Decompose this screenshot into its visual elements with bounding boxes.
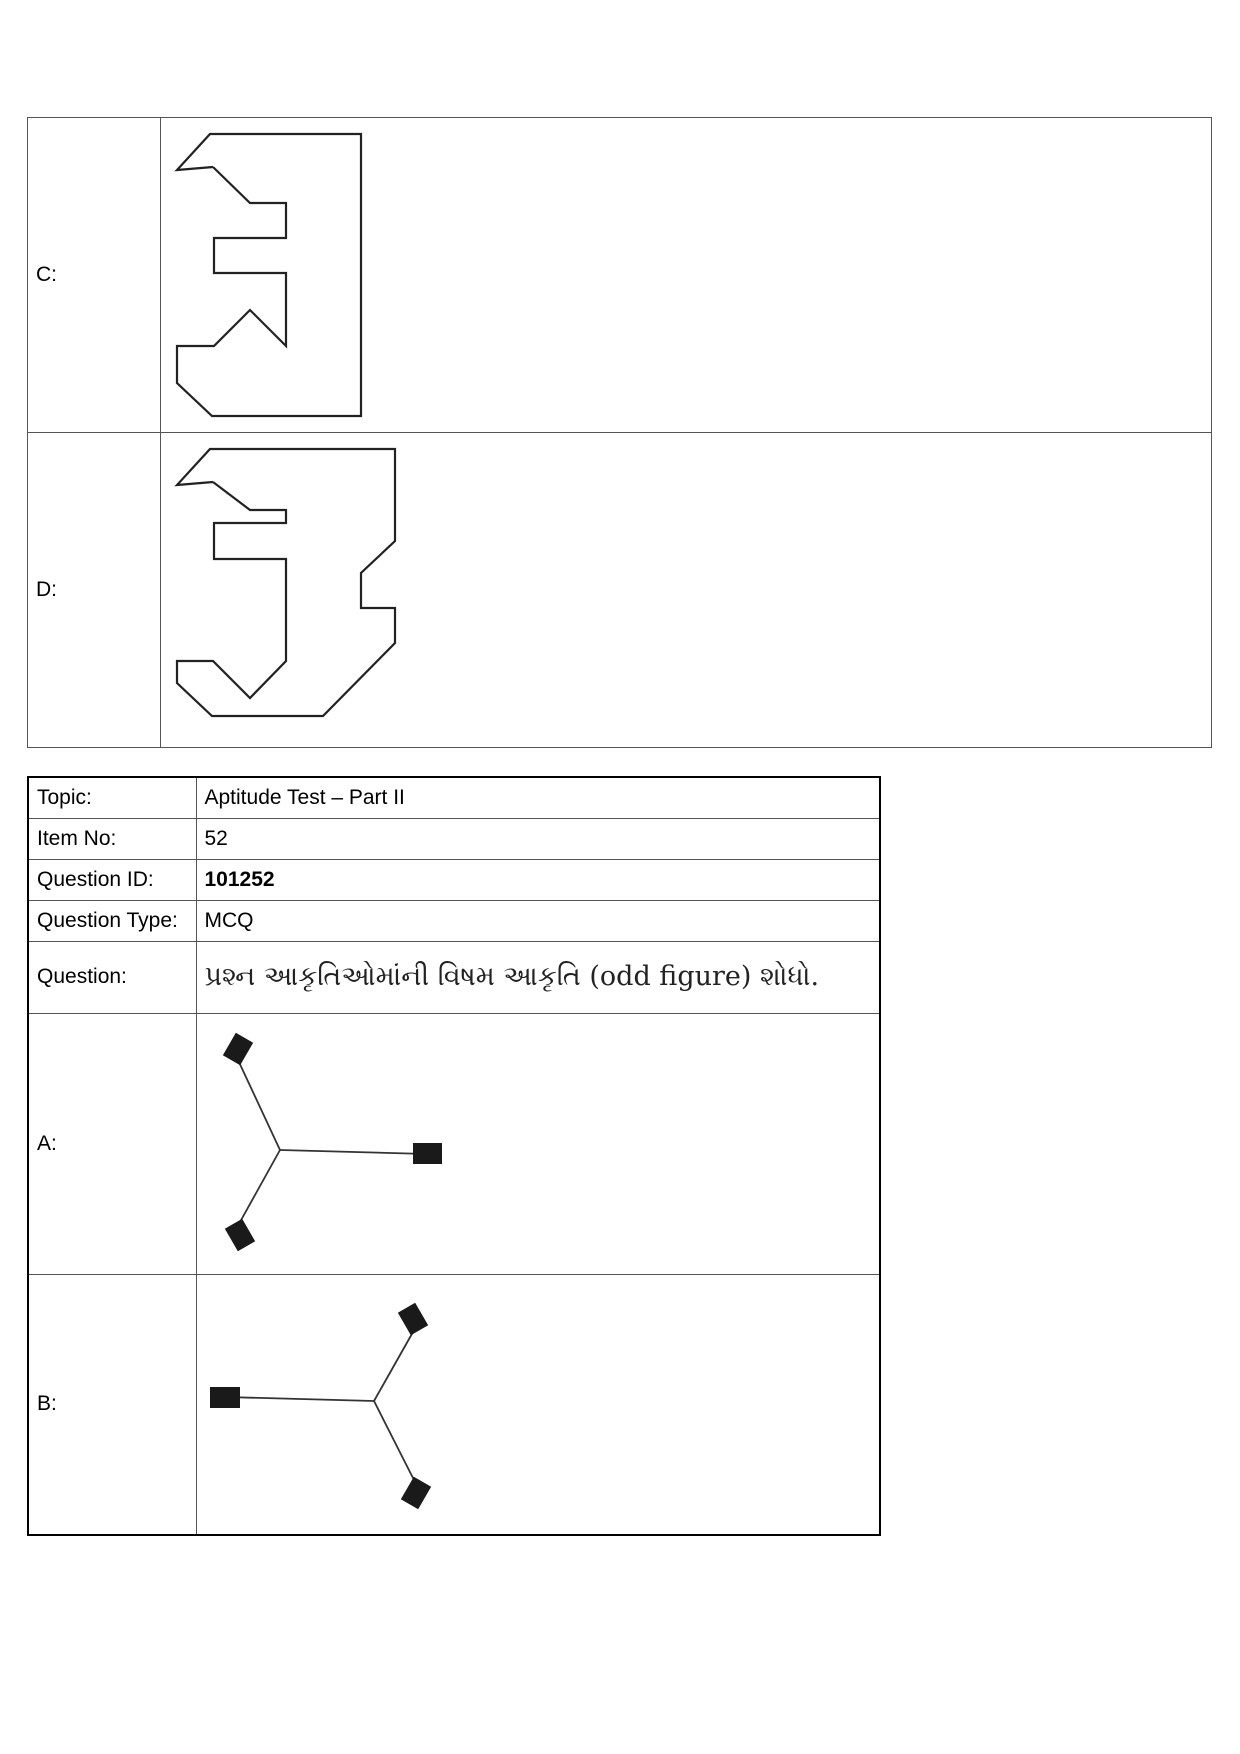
option-c-label: C: [28,118,161,433]
option-c-figure-cell [161,118,1212,433]
question-label: Question: [28,941,196,1013]
option-b-label: B: [28,1274,196,1535]
question-text: પ્રશ્ન આકૃતિઓમાંની વિષમ આકૃતિ (odd figure) શોધો. [196,941,880,1013]
question-table [27,776,881,1536]
question-id-label: Question ID: [28,859,196,900]
item-no-value: 52 [196,818,880,859]
tri-arm-figure-b-icon [197,1275,597,1534]
option-a-label: A: [28,1013,196,1274]
question-type-label: Question Type: [28,900,196,941]
option-row-d [28,433,1212,748]
option-row-a [28,1013,880,1274]
option-row-b [28,1274,880,1535]
option-b-figure-cell [196,1274,880,1535]
option-a-figure-cell [196,1013,880,1274]
question-id-row [28,859,880,900]
item-no-label: Item No: [28,818,196,859]
option-d-label: D: [28,433,161,748]
tri-arm-figure-a-icon [197,1014,597,1273]
question-type-value: MCQ [196,900,880,941]
question-id-value: 101252 [196,859,880,900]
question-type-row [28,900,880,941]
options-table-top [27,117,1212,748]
topic-value: Aptitude Test – Part II [196,777,880,818]
open-shape-d-icon [161,433,561,746]
open-shape-c-icon [161,118,561,431]
item-no-row [28,818,880,859]
topic-row [28,777,880,818]
option-d-figure-cell [161,433,1212,748]
question-row [28,941,880,1013]
topic-label: Topic: [28,777,196,818]
option-row-c [28,118,1212,433]
